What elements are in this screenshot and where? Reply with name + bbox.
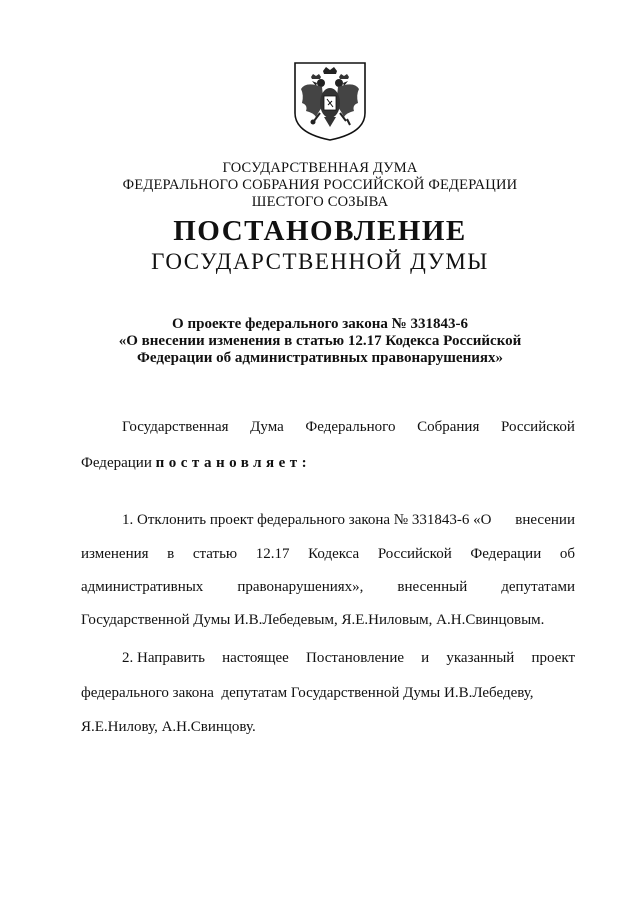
item1-text: внесении bbox=[515, 512, 575, 528]
subject-line1: О проекте федерального закона № 331843-6 bbox=[172, 316, 468, 332]
subject-line3: Федерации об административных правонарушениях» bbox=[137, 350, 503, 366]
item1-word: Кодекса bbox=[308, 546, 360, 562]
item1-word: внесенный bbox=[397, 579, 468, 595]
resolves-keyword: постановляет: bbox=[155, 455, 312, 471]
item2-word: 2. Направить bbox=[122, 650, 205, 666]
item2-word: настоящее bbox=[222, 650, 289, 666]
item2-word: Постановление bbox=[305, 650, 405, 666]
preamble-line1 bbox=[122, 419, 575, 436]
preamble-word: Государственная bbox=[122, 419, 229, 435]
convocation: ШЕСТОГО СОЗЫВА bbox=[251, 194, 389, 210]
item1-word: правонарушениях», bbox=[237, 579, 364, 595]
item1-line4: Государственной Думы И.В.Лебедевым, Я.Е.Ниловым, А.Н.Свинцовым. bbox=[81, 612, 545, 628]
item1-word: в bbox=[167, 546, 175, 562]
document-title: ПОСТАНОВЛЕНИЕ bbox=[173, 215, 467, 247]
item1-word: об bbox=[559, 546, 575, 562]
item1-word: Федерации bbox=[470, 546, 542, 562]
item1-line1 bbox=[122, 512, 575, 529]
preamble-word: Российской bbox=[501, 419, 575, 435]
russian-coat-of-arms-icon bbox=[292, 61, 368, 141]
item1-word: административных bbox=[81, 579, 204, 595]
item2-word: указанный bbox=[446, 650, 515, 666]
item1-word: депутатами bbox=[501, 579, 575, 595]
subject-line2: «О внесении изменения в статью 12.17 Кодекса Российской bbox=[118, 333, 522, 349]
item2-line2: федерального закона депутатам Государственной Думы И.В.Лебедеву, bbox=[81, 685, 534, 701]
item2-line3: Я.Е.Нилову, А.Н.Свинцову. bbox=[81, 719, 256, 735]
preamble-word: Федерального bbox=[305, 419, 396, 435]
org-name-line1: ГОСУДАРСТВЕННАЯ ДУМА bbox=[222, 160, 418, 176]
preamble-word: Федерации bbox=[81, 455, 152, 471]
preamble-line2 bbox=[81, 455, 575, 472]
item1-line2 bbox=[81, 546, 575, 563]
item1-text: 1. Отклонить проект федерального закона № 331843-6 «О bbox=[122, 512, 492, 528]
item1-word: статью bbox=[192, 546, 238, 562]
org-name-line2: ФЕДЕРАЛЬНОГО СОБРАНИЯ РОССИЙСКОЙ ФЕДЕРАЦИИ bbox=[122, 177, 518, 193]
preamble-word: Дума bbox=[250, 419, 284, 435]
item2-word: проект bbox=[531, 650, 575, 666]
item2-word: и bbox=[421, 650, 430, 666]
document-subtitle: ГОСУДАРСТВЕННОЙ ДУМЫ bbox=[151, 249, 489, 274]
item2-line1 bbox=[122, 650, 575, 667]
item1-word: 12.17 bbox=[255, 546, 290, 562]
item1-line3 bbox=[81, 579, 575, 596]
preamble-word: Собрания bbox=[417, 419, 480, 435]
item1-word: изменения bbox=[81, 546, 149, 562]
item1-word: Российской bbox=[377, 546, 452, 562]
